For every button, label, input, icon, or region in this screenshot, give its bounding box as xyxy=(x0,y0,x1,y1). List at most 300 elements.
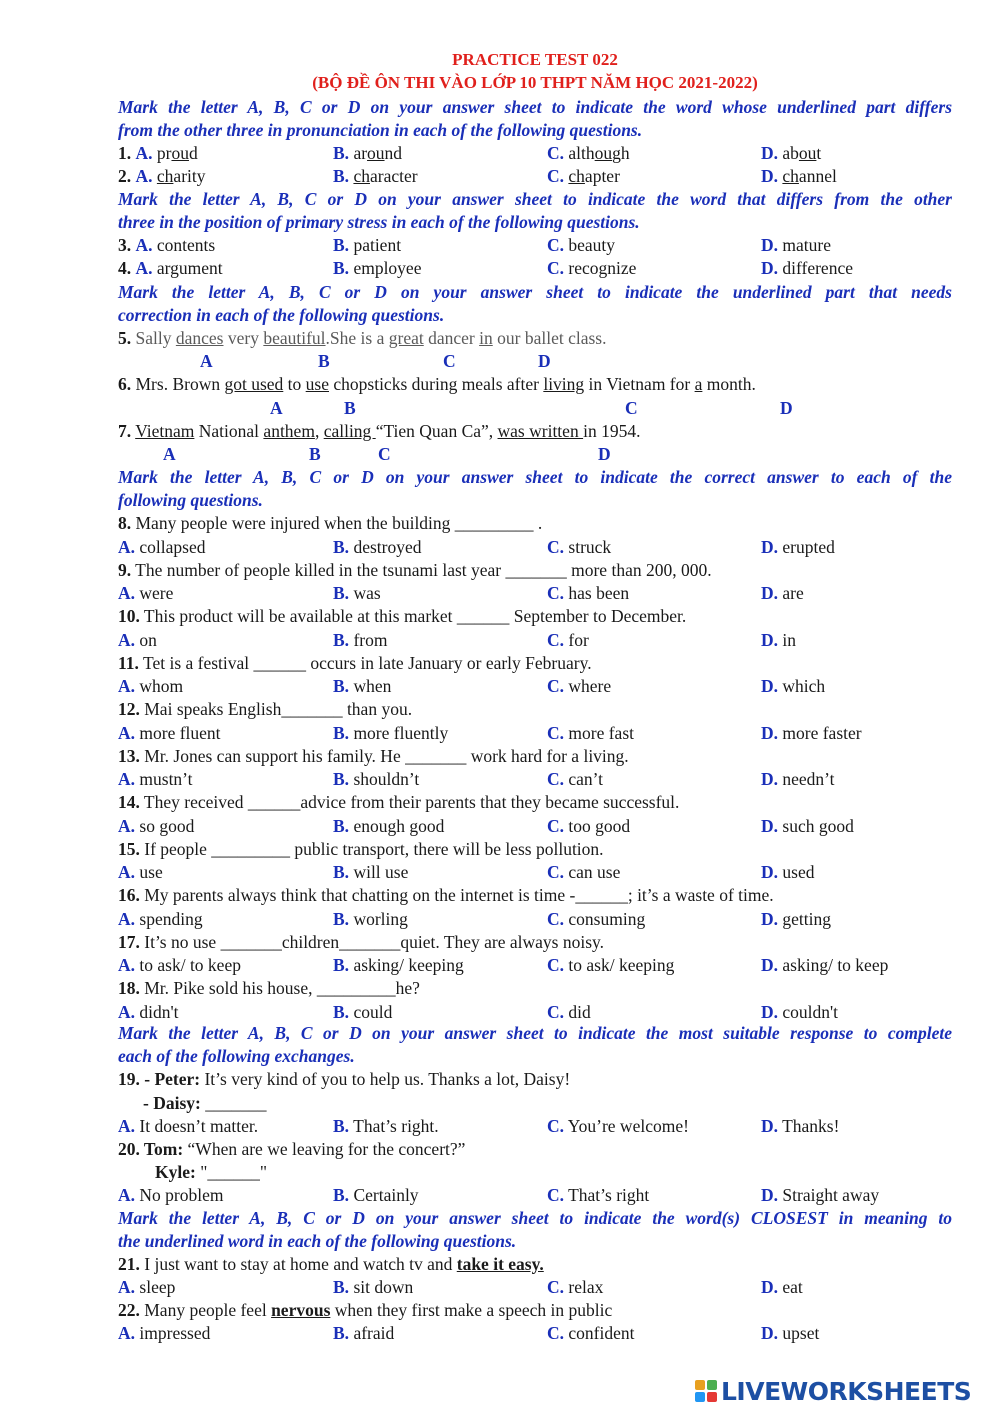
question-10-option-a[interactable] xyxy=(118,629,157,652)
q7-part-c: calling xyxy=(323,421,376,441)
option-text: recognize xyxy=(568,258,637,278)
question-11-option-a[interactable] xyxy=(118,675,183,698)
instruction-correct-answer: Mark the letter A, B, C or D on your answer sheet to indicate the correct answer to each of the following questions. xyxy=(118,467,952,510)
option-text: can’t xyxy=(568,769,604,789)
underlined-part: ch xyxy=(568,166,585,186)
option-letter: A. xyxy=(135,258,153,278)
question-1-option-b[interactable] xyxy=(333,142,402,165)
option-letter: C. xyxy=(547,143,565,163)
question-17-option-a[interactable] xyxy=(118,954,241,977)
question-15-stem: If people _________ public transport, there will be less pollution. xyxy=(139,838,604,859)
option-letter: A. xyxy=(118,955,136,975)
option-text: more fast xyxy=(568,722,634,743)
option-letter: D. xyxy=(761,815,779,836)
option-text: getting xyxy=(782,908,831,929)
question-22-stem-end: when they first make a speech in public xyxy=(330,1300,613,1320)
question-2-number: 2. xyxy=(118,166,132,186)
question-1-number: 1. xyxy=(118,143,132,163)
option-text: impressed xyxy=(139,1323,211,1343)
option-letter: B. xyxy=(333,1116,350,1136)
question-2-option-a[interactable] xyxy=(118,165,206,188)
option-letter: B. xyxy=(333,862,350,882)
option-text: You’re welcome! xyxy=(567,1116,689,1136)
q5-part-b: beautiful xyxy=(263,328,326,348)
question-22-option-a[interactable] xyxy=(118,1322,210,1345)
q6-part-d: a xyxy=(694,374,703,394)
option-text: argument xyxy=(156,258,223,278)
option-letter: B. xyxy=(333,815,350,836)
option-text: asking/ keeping xyxy=(353,955,464,975)
option-letter: C. xyxy=(547,1116,565,1136)
option-letter: D. xyxy=(761,143,779,163)
option-text: afraid xyxy=(353,1323,395,1343)
underlined-part: ch xyxy=(353,166,370,186)
option-letter: A. xyxy=(118,1001,136,1022)
question-11-number: 11. xyxy=(118,652,139,673)
option-letter: A. xyxy=(118,862,136,882)
question-17-option-d[interactable] xyxy=(761,954,888,977)
q7-mark-d: D xyxy=(598,444,611,464)
option-letter: B. xyxy=(333,166,350,186)
question-2-option-b[interactable] xyxy=(333,165,418,188)
question-12-number: 12. xyxy=(118,699,140,719)
instruction-closest-meaning: Mark the letter A, B, C or D on your answer sheet to indicate the word(s) CLOSEST in meaning to the underlined word in each of the following questions. xyxy=(118,1208,952,1251)
option-letter: B. xyxy=(333,722,350,743)
q7-part-b: anthem xyxy=(263,421,315,441)
q6-mark-d: D xyxy=(780,398,793,418)
logo-square-3 xyxy=(695,1392,705,1402)
question-11-option-c[interactable] xyxy=(547,675,611,698)
question-14-option-a[interactable] xyxy=(118,815,194,838)
question-9-option-c[interactable] xyxy=(547,582,629,605)
question-22-stem: Many people feel xyxy=(139,1300,272,1320)
option-text: used xyxy=(782,862,815,882)
question-22 xyxy=(118,1299,978,1322)
option-text: eat xyxy=(782,1277,803,1297)
question-9-option-d[interactable] xyxy=(761,582,804,605)
option-text: for xyxy=(568,629,589,650)
option-text: did xyxy=(568,1001,591,1022)
option-text: more fluently xyxy=(353,722,449,743)
option-letter: C. xyxy=(547,862,565,882)
question-15 xyxy=(118,838,978,861)
question-17-option-b[interactable] xyxy=(333,954,464,977)
question-10-option-d[interactable] xyxy=(761,629,796,652)
option-text: could xyxy=(353,1001,393,1022)
option-letter: B. xyxy=(333,1277,350,1297)
question-22-option-d[interactable] xyxy=(761,1322,819,1345)
option-text: more fluent xyxy=(139,722,221,743)
option-letter: C. xyxy=(547,536,565,557)
option-letter: D. xyxy=(761,908,779,929)
question-4-option-b[interactable] xyxy=(333,257,421,280)
question-12-stem: Mai speaks English_______ than you. xyxy=(139,699,413,719)
question-4-option-d[interactable] xyxy=(761,257,853,280)
logo-square-4 xyxy=(707,1392,717,1402)
option-letter: D. xyxy=(761,235,779,255)
question-1-option-c[interactable] xyxy=(547,142,630,165)
option-text: are xyxy=(782,583,804,603)
question-10-option-b[interactable] xyxy=(333,629,387,652)
option-letter: C. xyxy=(547,629,565,650)
question-15-option-b[interactable] xyxy=(333,861,408,884)
option-text: destroyed xyxy=(353,536,422,557)
question-18-option-d[interactable] xyxy=(761,1001,838,1024)
option-text: more faster xyxy=(782,722,862,743)
question-19-option-c[interactable] xyxy=(547,1115,689,1138)
logo-square-2 xyxy=(707,1380,717,1390)
word-start: ab xyxy=(782,143,799,163)
question-15-number: 15. xyxy=(118,838,140,859)
option-letter: B. xyxy=(333,1185,350,1205)
q6-mark-c: C xyxy=(625,398,638,418)
word-end: t xyxy=(816,143,822,163)
instruction-stress: Mark the letter A, B, C or D on your answer sheet to indicate the word that differs from the other three in the position of primary stress in each of the following questions. xyxy=(118,189,952,232)
option-letter: D. xyxy=(761,955,779,975)
q5-part-a: dances xyxy=(175,328,224,348)
underlined-part: ch xyxy=(156,166,174,186)
question-13-stem: Mr. Jones can support his family. He _______ work hard for a living. xyxy=(139,745,629,766)
q5-part-d: in xyxy=(479,328,493,348)
option-letter: A. xyxy=(118,908,136,929)
question-8-option-b[interactable] xyxy=(333,536,421,559)
option-text: worling xyxy=(353,908,408,929)
option-letter: C. xyxy=(547,1277,565,1297)
question-12-option-c[interactable] xyxy=(547,722,634,745)
option-text: upset xyxy=(782,1323,820,1343)
question-16-number: 16. xyxy=(118,885,140,905)
question-9-option-a[interactable] xyxy=(118,582,173,605)
option-text: whom xyxy=(139,676,184,696)
option-letter: A. xyxy=(118,676,136,696)
question-15-option-a[interactable] xyxy=(118,861,163,884)
option-letter: D. xyxy=(761,1001,779,1022)
question-18-number: 18. xyxy=(118,978,140,998)
option-letter: D. xyxy=(761,583,779,603)
question-16 xyxy=(118,884,978,907)
option-letter: D. xyxy=(761,722,779,743)
question-3-number: 3. xyxy=(118,235,132,255)
question-6: 6. Mrs. Brown got used to use chopsticks during meals after living in Vietnam for a month. xyxy=(118,374,756,394)
option-letter: C. xyxy=(547,908,565,929)
test-subtitle: (BỘ ĐỀ ÔN THI VÀO LỚP 10 THPT NĂM HỌC 2021-2022) xyxy=(312,73,758,92)
option-letter: A. xyxy=(135,143,153,163)
question-13-option-d[interactable] xyxy=(761,768,835,791)
logo-square-1 xyxy=(695,1380,705,1390)
option-letter: D. xyxy=(761,676,779,696)
option-text: struck xyxy=(568,536,612,557)
question-13-number: 13. xyxy=(118,745,140,766)
question-18-option-c[interactable] xyxy=(547,1001,591,1024)
option-text: such good xyxy=(782,815,854,836)
option-text: relax xyxy=(568,1277,604,1297)
question-10-number: 10. xyxy=(118,606,140,626)
question-8 xyxy=(118,512,978,535)
question-22-option-c[interactable] xyxy=(547,1322,634,1345)
question-11-option-b[interactable] xyxy=(333,675,391,698)
option-letter: D. xyxy=(761,1277,779,1297)
option-text: from xyxy=(353,629,388,650)
option-text: has been xyxy=(568,583,630,603)
option-text: That’s right xyxy=(568,1185,650,1205)
option-text: employee xyxy=(353,258,422,278)
option-letter: C. xyxy=(547,258,565,278)
question-20: 20. Tom: “When are we leaving for the concert?” xyxy=(118,1139,466,1159)
option-letter: A. xyxy=(118,1116,136,1136)
option-letter: B. xyxy=(333,258,350,278)
question-20-option-c[interactable] xyxy=(547,1184,649,1207)
question-12-option-b[interactable] xyxy=(333,722,448,745)
option-text: contents xyxy=(156,235,216,255)
option-text: asking/ to keep xyxy=(782,955,889,975)
option-text: patient xyxy=(353,235,402,255)
question-4-option-c[interactable] xyxy=(547,257,636,280)
question-17-option-c[interactable] xyxy=(547,954,674,977)
question-19: 19. - Peter: It’s very kind of you to help us. Thanks a lot, Daisy! xyxy=(118,1069,571,1089)
word-end: aracter xyxy=(369,166,418,186)
word-start: alth xyxy=(568,143,595,163)
option-text: Straight away xyxy=(782,1185,880,1205)
word-start: pr xyxy=(156,143,172,163)
question-16-option-c[interactable] xyxy=(547,908,645,931)
option-text: That’s right. xyxy=(353,1116,439,1136)
option-text: enough good xyxy=(353,815,445,836)
question-3-option-a[interactable] xyxy=(118,234,215,257)
option-text: was xyxy=(353,583,381,603)
question-16-option-d[interactable] xyxy=(761,908,831,931)
option-letter: D. xyxy=(761,1185,779,1205)
question-8-option-c[interactable] xyxy=(547,536,611,559)
option-letter: B. xyxy=(333,629,350,650)
option-letter: A. xyxy=(118,629,136,650)
liveworksheets-logo xyxy=(695,1376,971,1406)
question-14-option-d[interactable] xyxy=(761,815,854,838)
question-1-option-d[interactable] xyxy=(761,142,821,165)
option-letter: D. xyxy=(761,769,779,789)
option-text: to ask/ to keep xyxy=(139,955,241,975)
option-letter: C. xyxy=(547,583,565,603)
question-21-option-d[interactable] xyxy=(761,1276,803,1299)
question-9-stem: The number of people killed in the tsunami last year _______ more than 200, 000. xyxy=(131,559,712,580)
question-22-number: 22. xyxy=(118,1300,140,1320)
option-text: to ask/ keeping xyxy=(568,955,675,975)
question-18-stem: Mr. Pike sold his house, _________he? xyxy=(139,978,420,998)
option-text: will use xyxy=(353,862,409,882)
question-15-option-c[interactable] xyxy=(547,861,620,884)
option-letter: A. xyxy=(135,166,153,186)
word-start: ar xyxy=(353,143,368,163)
option-text: shouldn’t xyxy=(353,769,420,789)
option-text: collapsed xyxy=(139,536,206,557)
option-text: spending xyxy=(139,908,203,929)
option-text: mature xyxy=(782,235,831,255)
question-20-option-d[interactable] xyxy=(761,1184,879,1207)
question-2-option-c[interactable] xyxy=(547,165,620,188)
question-11-stem: Tet is a festival ______ occurs in late January or early February. xyxy=(138,652,592,673)
question-3-option-c[interactable] xyxy=(547,234,615,257)
question-13 xyxy=(118,745,978,768)
question-1-option-a[interactable] xyxy=(118,142,198,165)
question-4-number: 4. xyxy=(118,258,132,278)
underlined-part: ou xyxy=(594,143,613,163)
option-letter: B. xyxy=(333,1323,350,1343)
option-letter: B. xyxy=(333,583,350,603)
question-21-number: 21. xyxy=(118,1254,140,1274)
option-text: Certainly xyxy=(353,1185,419,1205)
option-letter: A. xyxy=(118,815,136,836)
question-18 xyxy=(118,977,978,1000)
option-text: needn’t xyxy=(782,769,835,789)
question-16-option-b[interactable] xyxy=(333,908,408,931)
option-letter: C. xyxy=(547,1001,565,1022)
question-21-option-c[interactable] xyxy=(547,1276,603,1299)
question-21-option-b[interactable] xyxy=(333,1276,413,1299)
option-letter: D. xyxy=(761,1323,779,1343)
q6-mark-b: B xyxy=(344,398,356,418)
option-letter: A. xyxy=(118,583,136,603)
q6-part-c: living xyxy=(543,374,585,394)
option-letter: C. xyxy=(547,166,565,186)
question-10-option-c[interactable] xyxy=(547,629,589,652)
question-5: 5. Sally dances very beautiful.She is a great dancer in our ballet class. xyxy=(118,328,607,348)
option-letter: C. xyxy=(547,815,565,836)
q6-part-a: got used xyxy=(224,374,284,394)
question-15-option-d[interactable] xyxy=(761,861,814,884)
question-13-option-a[interactable] xyxy=(118,768,193,791)
q7-mark-a: A xyxy=(163,444,176,464)
question-18-option-a[interactable] xyxy=(118,1001,179,1024)
word-end: annel xyxy=(798,166,837,186)
option-letter: B. xyxy=(333,143,350,163)
option-letter: A. xyxy=(135,235,153,255)
option-text: can use xyxy=(568,862,621,882)
option-letter: B. xyxy=(333,536,350,557)
option-text: sit down xyxy=(353,1277,414,1297)
logo-text: LIVEWORKSHEETS xyxy=(721,1376,972,1406)
question-13-option-b[interactable] xyxy=(333,768,419,791)
q5-mark-a: A xyxy=(200,351,213,371)
word-end: apter xyxy=(584,166,620,186)
option-text: consuming xyxy=(568,908,646,929)
option-letter: C. xyxy=(547,235,565,255)
option-letter: B. xyxy=(333,955,350,975)
option-letter: C. xyxy=(547,722,565,743)
option-letter: B. xyxy=(333,676,350,696)
question-17 xyxy=(118,931,978,954)
option-letter: C. xyxy=(547,676,565,696)
option-letter: D. xyxy=(761,166,779,186)
option-text: when xyxy=(353,676,392,696)
option-text: which xyxy=(782,676,826,696)
question-21-option-a[interactable] xyxy=(118,1276,175,1299)
option-letter: D. xyxy=(761,629,779,650)
question-19-reply: - Daisy: _______ xyxy=(143,1093,267,1113)
option-text: too good xyxy=(568,815,631,836)
option-text: confident xyxy=(568,1323,635,1343)
option-letter: A. xyxy=(118,1323,136,1343)
word-end: d xyxy=(188,143,198,163)
question-3-option-d[interactable] xyxy=(761,234,831,257)
option-text: couldn't xyxy=(782,1001,839,1022)
option-text: where xyxy=(568,676,612,696)
q5-mark-b: B xyxy=(318,351,330,371)
word-end: nd xyxy=(384,143,403,163)
option-letter: C. xyxy=(547,1185,565,1205)
q6-part-b: use xyxy=(305,374,329,394)
q5-mark-c: C xyxy=(443,351,456,371)
option-letter: C. xyxy=(547,955,565,975)
question-12 xyxy=(118,698,978,721)
question-20-option-a[interactable] xyxy=(118,1184,223,1207)
question-3-option-b[interactable] xyxy=(333,234,401,257)
option-text: beauty xyxy=(568,235,616,255)
question-21-stem: I just want to stay at home and watch tv and xyxy=(139,1254,457,1274)
option-text: were xyxy=(139,583,174,603)
question-14-stem: They received ______advice from their parents that they became successful. xyxy=(139,792,680,812)
question-11 xyxy=(118,652,978,675)
question-17-stem: It’s no use _______children_______quiet. They are always noisy. xyxy=(139,931,605,952)
question-11-option-d[interactable] xyxy=(761,675,825,698)
question-14-option-b[interactable] xyxy=(333,815,444,838)
q7-mark-b: B xyxy=(309,444,321,464)
option-letter: A. xyxy=(118,722,136,743)
question-17-number: 17. xyxy=(118,931,140,952)
instruction-correction: Mark the letter A, B, C or D on your answer sheet to indicate the underlined part that needs correction in each of the following questions. xyxy=(118,282,952,325)
q7-mark-c: C xyxy=(378,444,391,464)
underlined-part: ou xyxy=(798,143,817,163)
question-2-option-d[interactable] xyxy=(761,165,837,188)
underlined-part: ou xyxy=(171,143,189,163)
question-14-number: 14. xyxy=(118,792,140,812)
question-21-key-phrase: take it easy. xyxy=(456,1254,544,1274)
question-9-option-b[interactable] xyxy=(333,582,381,605)
question-13-option-c[interactable] xyxy=(547,768,603,791)
question-19-option-b[interactable] xyxy=(333,1115,439,1138)
question-14-option-c[interactable] xyxy=(547,815,630,838)
question-10-stem: This product will be available at this market ______ September to December. xyxy=(139,606,687,626)
question-8-option-a[interactable] xyxy=(118,536,205,559)
option-letter: A. xyxy=(118,1277,136,1297)
option-letter: C. xyxy=(547,1323,565,1343)
question-8-option-d[interactable] xyxy=(761,536,835,559)
q5-part-c: great xyxy=(388,328,424,348)
option-letter: A. xyxy=(118,769,136,789)
underlined-part: ou xyxy=(367,143,385,163)
question-20-option-b[interactable] xyxy=(333,1184,419,1207)
option-text: use xyxy=(139,862,163,882)
option-letter: A. xyxy=(118,536,136,557)
question-8-stem: Many people were injured when the building _________ . xyxy=(131,513,543,533)
question-16-option-a[interactable] xyxy=(118,908,203,931)
question-12-option-d[interactable] xyxy=(761,722,862,745)
question-12-option-a[interactable] xyxy=(118,722,221,745)
q7-part-a: Vietnam xyxy=(135,421,195,441)
question-22-key-phrase: nervous xyxy=(271,1300,331,1320)
instruction-pronunciation: Mark the letter A, B, C or D on your answer sheet to indicate the word whose underlined part differs from the other three in pronunciation in each of the following questions. xyxy=(118,97,952,140)
question-21 xyxy=(118,1253,978,1276)
q7-part-d: was written xyxy=(497,421,584,441)
question-19-option-d[interactable] xyxy=(761,1115,839,1138)
question-18-option-b[interactable] xyxy=(333,1001,392,1024)
option-letter: D. xyxy=(761,862,779,882)
option-text: It doesn’t matter. xyxy=(139,1116,259,1136)
option-letter: B. xyxy=(333,1001,350,1022)
option-text: in xyxy=(782,629,797,650)
question-22-option-b[interactable] xyxy=(333,1322,394,1345)
question-4-option-a[interactable] xyxy=(118,257,223,280)
question-19-option-a[interactable] xyxy=(118,1115,258,1138)
option-text: didn't xyxy=(139,1001,179,1022)
